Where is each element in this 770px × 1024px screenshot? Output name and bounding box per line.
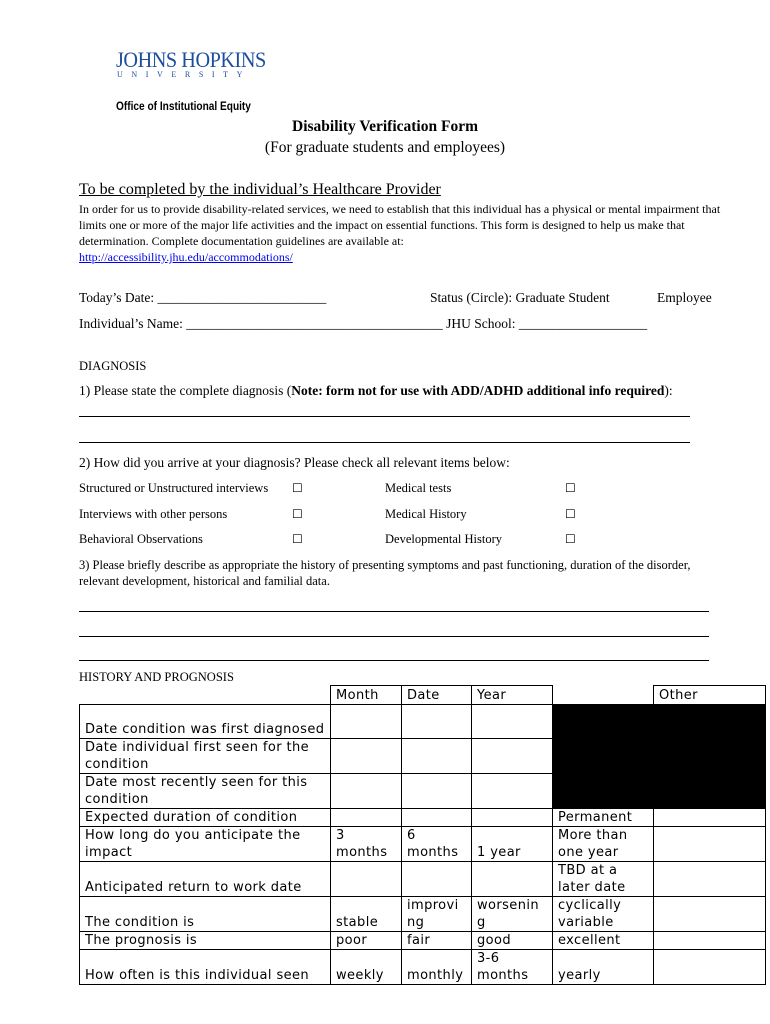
- table-row: [80, 862, 766, 897]
- cell-month[interactable]: [331, 739, 402, 774]
- checkbox-other-interviews[interactable]: ☐: [292, 507, 303, 521]
- cell-other[interactable]: [654, 827, 766, 862]
- accommodations-link[interactable]: http://accessibility.jhu.edu/accommodations/: [79, 250, 293, 264]
- option-tbd[interactable]: TBD at a later date: [553, 862, 654, 897]
- row-label-first-diagnosed: Date condition was first diagnosed: [80, 705, 331, 739]
- row-label-return-to-work: Anticipated return to work date: [80, 862, 331, 897]
- todays-date-field[interactable]: Today’s Date: _________________________: [79, 290, 327, 305]
- cell-other[interactable]: [654, 950, 766, 985]
- option-good[interactable]: good: [472, 932, 553, 950]
- cell-date[interactable]: [402, 739, 472, 774]
- office-name: Office of Institutional Equity: [116, 101, 251, 113]
- jhu-logo-name: JOHNS HOPKINS: [116, 47, 266, 72]
- header-blank: [80, 686, 331, 705]
- cell-year[interactable]: [472, 739, 553, 774]
- row-label-expected-duration: Expected duration of condition: [80, 809, 331, 827]
- option-6-months[interactable]: 6 months: [402, 827, 472, 862]
- header-other: Other: [654, 686, 766, 705]
- option-stable[interactable]: stable: [331, 897, 402, 932]
- diagnosis-question-3: 3) Please briefly describe as appropriate the history of presenting symptoms and past functioning, duration of the disorder, relevant development, historical and familial data.: [79, 558, 691, 588]
- row-label-recently-seen: Date most recently seen for this condition: [80, 774, 331, 809]
- check-item-other-interviews: Interviews with other persons: [79, 507, 228, 521]
- cell-year[interactable]: [472, 705, 553, 739]
- option-weekly[interactable]: weekly: [331, 950, 402, 985]
- history-answer-line-2[interactable]: [79, 636, 709, 637]
- table-row: [80, 932, 766, 950]
- checkbox-medical-tests[interactable]: ☐: [565, 481, 576, 495]
- header-date: Date: [402, 686, 472, 705]
- check-item-behavioral-observations: Behavioral Observations: [79, 532, 203, 546]
- history-prognosis-table: [79, 685, 766, 985]
- cell-date[interactable]: [402, 705, 472, 739]
- diagnosis-question-2: 2) How did you arrive at your diagnosis? Please check all relevant items below:: [79, 455, 510, 470]
- q1-prefix: 1) Please state the complete diagnosis (: [79, 383, 292, 398]
- history-heading: HISTORY AND PROGNOSIS: [79, 670, 234, 684]
- checkbox-structured-interviews[interactable]: ☐: [292, 481, 303, 495]
- checkbox-medical-history[interactable]: ☐: [565, 507, 576, 521]
- cell-date[interactable]: [402, 774, 472, 809]
- row-label-frequency: How often is this individual seen: [80, 950, 331, 985]
- check-item-medical-tests: Medical tests: [385, 481, 452, 495]
- cell-year[interactable]: [472, 862, 553, 897]
- option-yearly[interactable]: yearly: [553, 950, 654, 985]
- check-item-structured-interviews: Structured or Unstructured interviews: [79, 481, 269, 495]
- cell-date[interactable]: [402, 809, 472, 827]
- row-label-impact-duration: How long do you anticipate the impact: [80, 827, 331, 862]
- redacted-block: [553, 705, 766, 809]
- cell-month[interactable]: [331, 809, 402, 827]
- option-monthly[interactable]: monthly: [402, 950, 472, 985]
- option-3-6-months[interactable]: 3-6 months: [472, 950, 553, 985]
- checkbox-behavioral-observations[interactable]: ☐: [292, 532, 303, 546]
- table-row: [80, 827, 766, 862]
- status-label[interactable]: Status (Circle): Graduate Student: [430, 290, 610, 305]
- option-more-than-one-year[interactable]: More than one year: [553, 827, 654, 862]
- cell-month[interactable]: [331, 774, 402, 809]
- cell-other[interactable]: [654, 932, 766, 950]
- table-row: [80, 950, 766, 985]
- option-improving[interactable]: improving: [402, 897, 472, 932]
- intro-paragraph: [79, 201, 739, 265]
- name-school-field[interactable]: Individual’s Name: ______________________________________ JHU School: ___________________: [79, 316, 648, 331]
- history-answer-line-1[interactable]: [79, 611, 709, 612]
- cell-other[interactable]: [654, 862, 766, 897]
- cell-other[interactable]: [654, 897, 766, 932]
- row-label-prognosis: The prognosis is: [80, 932, 331, 950]
- form-subtitle: (For graduate students and employees): [264, 139, 506, 156]
- table-header-row: [80, 686, 766, 705]
- table-row: [80, 809, 766, 827]
- header-empty: [553, 686, 654, 705]
- intro-text: In order for us to provide disability-related services, we need to establish that this individual has a physical or mental impairment that limits one or more of the major life activities and the impact on essential functions. This form is designed to help us make that determination. Complete documentation guidelines are available at:: [79, 202, 721, 248]
- option-permanent[interactable]: Permanent: [553, 809, 654, 827]
- status-employee[interactable]: Employee: [657, 290, 712, 305]
- q1-note: Note: form not for use with ADD/ADHD additional info required: [291, 383, 665, 398]
- form-title: Disability Verification Form: [292, 118, 478, 135]
- diagnosis-answer-line-1[interactable]: [79, 416, 690, 417]
- q1-suffix: ):: [664, 383, 673, 398]
- option-3-months[interactable]: 3 months: [331, 827, 402, 862]
- cell-month[interactable]: [331, 862, 402, 897]
- table-row: [80, 705, 766, 739]
- row-label-condition: The condition is: [80, 897, 331, 932]
- history-answer-line-3[interactable]: [79, 660, 709, 661]
- jhu-logo-university: UNIVERSITY: [117, 70, 251, 79]
- check-item-developmental-history: Developmental History: [385, 532, 502, 546]
- cell-year[interactable]: [472, 809, 553, 827]
- diagnosis-heading: DIAGNOSIS: [79, 359, 147, 373]
- cell-date[interactable]: [402, 862, 472, 897]
- option-fair[interactable]: fair: [402, 932, 472, 950]
- diagnosis-question-1: [79, 383, 673, 399]
- cell-other[interactable]: [654, 809, 766, 827]
- option-worsening[interactable]: worsening: [472, 897, 553, 932]
- option-cyclically-variable[interactable]: cyclically variable: [553, 897, 654, 932]
- header-year: Year: [472, 686, 553, 705]
- option-1-year[interactable]: 1 year: [472, 827, 553, 862]
- option-poor[interactable]: poor: [331, 932, 402, 950]
- section-heading: To be completed by the individual’s Healthcare Provider: [79, 181, 441, 198]
- table-row: [80, 897, 766, 932]
- diagnosis-answer-line-2[interactable]: [79, 442, 690, 443]
- option-excellent[interactable]: excellent: [553, 932, 654, 950]
- cell-year[interactable]: [472, 774, 553, 809]
- checkbox-developmental-history[interactable]: ☐: [565, 532, 576, 546]
- row-label-first-seen: Date individual first seen for the condition: [80, 739, 331, 774]
- header-month: Month: [331, 686, 402, 705]
- check-item-medical-history: Medical History: [385, 507, 467, 521]
- cell-month[interactable]: [331, 705, 402, 739]
